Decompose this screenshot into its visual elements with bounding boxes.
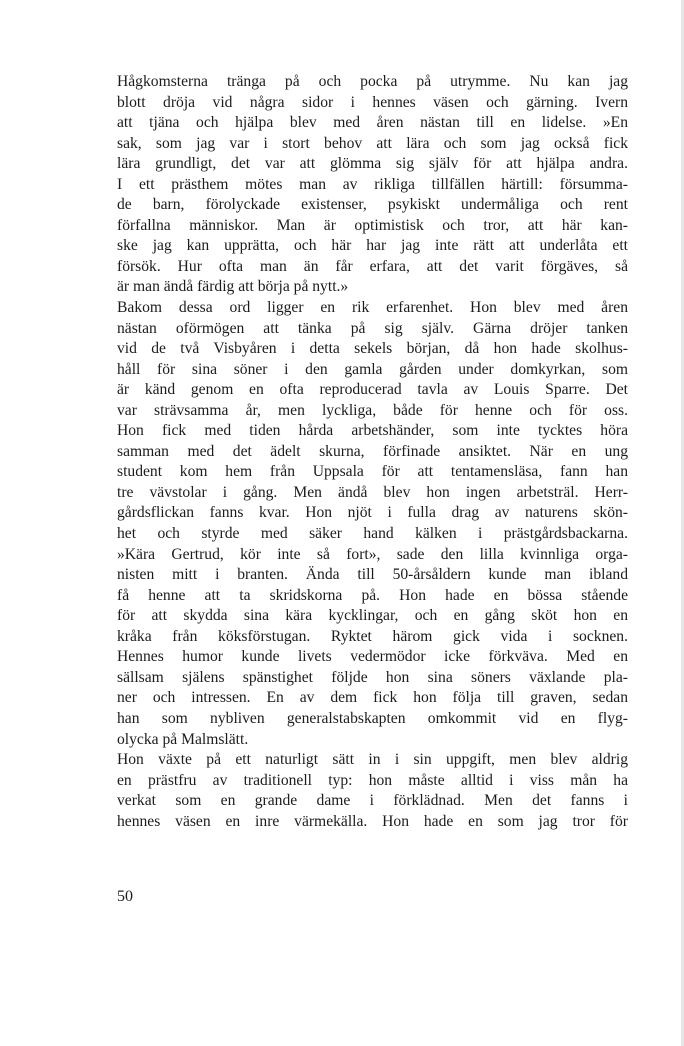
text-line: het och styrde med säker hand kälken i prästgårdsbackarna.: [117, 525, 628, 543]
text-line: Hon växte på ett naturligt sätt in i sin uppgift, men blev aldrig: [117, 751, 628, 769]
text-line: han som nybliven generalstabskapten omkommit vid en flyg-: [117, 709, 628, 727]
text-line: kråka från köksförstugan. Ryktet härom gick vida i socknen.: [117, 627, 628, 645]
text-line: sak, som jag var i stort behov att lära och som jag också fick: [117, 134, 628, 152]
text-line: verkat som en grande dame i förklädnad. Men det fanns i: [117, 792, 628, 810]
text-line: »Kära Gertrud, kör inte så fort», sade den lilla kvinnliga orga-: [117, 545, 628, 563]
text-line: nisten mitt i branten. Ända till 50-årsåldern kunde man ibland: [117, 566, 628, 584]
text-line: samman med det ädelt skurna, förfinade ansiktet. När en ung: [117, 442, 628, 460]
text-line: är man ändå färdig att börja på nytt.»: [117, 278, 349, 296]
text-line: förfallna människor. Man är optimistisk och tror, att här kan-: [117, 216, 628, 234]
text-line: sällsam själens spänstighet följde hon sina söners växlande pla-: [117, 668, 628, 686]
text-line: vid de två Visbyåren i detta sekels början, då hon hade skolhus-: [117, 340, 628, 358]
text-line: nästan oförmögen att tänka på sig själv. Gärna dröjer tanken: [117, 319, 628, 337]
text-line: ske jag kan upprätta, och här har jag inte rätt att underlåta ett: [117, 237, 628, 255]
page-number: 50: [117, 888, 133, 905]
text-line: en prästfru av traditionell typ: hon måste alltid i viss mån ha: [117, 771, 628, 789]
text-line: de barn, förolyckade existenser, psykiskt undermåliga och rent: [117, 196, 628, 214]
text-line: Hon fick med tiden hårda arbetshänder, som inte tycktes höra: [117, 422, 628, 440]
text-line: I ett prästhem mötes man av rikliga tillfällen härtill: försumma-: [117, 175, 628, 193]
text-line: ner och intressen. En av dem fick hon följa till graven, sedan: [117, 689, 628, 707]
body-text: [117, 72, 628, 832]
text-line: hennes väsen en inre värmekälla. Hon hade en som jag tror för: [117, 812, 628, 830]
text-line: olycka på Malmslätt.: [117, 730, 249, 748]
text-line: håll för sina söner i den gamla gården under domkyrkan, som: [117, 360, 628, 378]
text-line: gårdsflickan fanns kvar. Hon njöt i fulla drag av naturens skön-: [117, 504, 628, 522]
text-line: tre vävstolar i gång. Men ändå blev hon ingen arbetsträl. Herr-: [117, 483, 628, 501]
text-line: Hennes humor kunde livets vedermödor icke förkväva. Med en: [117, 648, 628, 666]
text-line: Hågkomsterna tränga på och pocka på utrymme. Nu kan jag: [117, 73, 628, 90]
text-line: lära grundligt, det var att glömma sig själv för att hjälpa andra.: [117, 155, 628, 173]
text-line: är känd genom en ofta reproducerad tavla av Louis Sparre. Det: [117, 381, 628, 399]
text-line: att tjäna och hjälpa blev med åren nästan till en lidelse. »En: [117, 114, 628, 132]
text-line: var strävsamma år, men lyckliga, både för henne och för oss.: [117, 401, 628, 419]
text-line: få henne att ta skridskorna på. Hon hade en bössa stående: [117, 586, 628, 604]
text-line: blott dröja vid några sidor i hennes väsen och gärning. Ivern: [117, 93, 628, 111]
text-line: för att skydda sina kära kycklingar, och en gång sköt hon en: [117, 607, 628, 625]
text-line: Bakom dessa ord ligger en rik erfarenhet. Hon blev med åren: [117, 299, 628, 317]
text-line: försök. Hur ofta man än får erfara, att det varit förgäves, så: [117, 257, 628, 275]
text-line: student kom hem från Uppsala för att tentamensläsa, fann han: [117, 463, 628, 481]
